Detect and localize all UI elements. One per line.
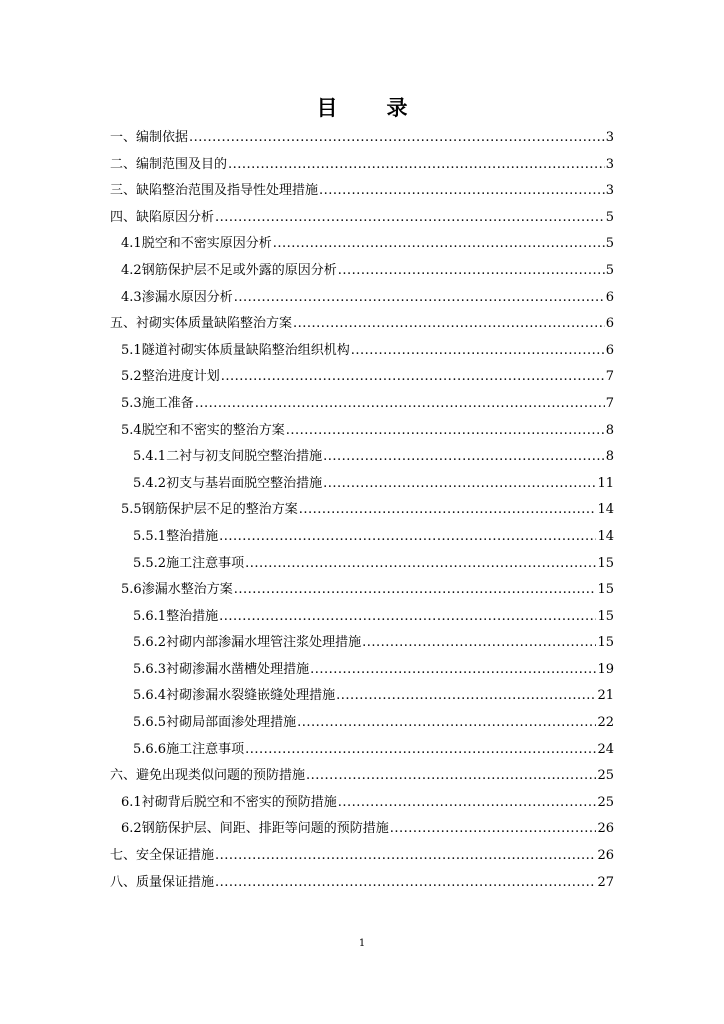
toc-entry-title: 四、缺陷原因分析 — [110, 209, 215, 225]
toc-dot-leader — [228, 152, 605, 179]
toc-entry-page: 15 — [597, 635, 614, 651]
toc-entry-page: 14 — [597, 528, 614, 544]
toc-dot-leader — [189, 125, 605, 152]
toc-entry[interactable] — [110, 790, 614, 817]
toc-dot-leader — [338, 258, 605, 285]
toc-entry-title: 三、缺陷整治范围及指导性处理措施 — [110, 183, 319, 199]
toc-entry-title: 二衬与初支间脱空整治措施 — [166, 449, 323, 465]
toc-entry[interactable] — [110, 524, 614, 551]
toc-dot-leader — [234, 577, 597, 604]
toc-entry[interactable] — [110, 205, 614, 232]
toc-entry-number: 5.6.3 — [133, 661, 167, 677]
toc-entry[interactable] — [110, 125, 614, 152]
toc-dot-leader — [362, 630, 596, 657]
toc-entry[interactable] — [110, 231, 614, 258]
toc-entry-title: 施工注意事项 — [166, 555, 245, 571]
toc-entry-page: 25 — [597, 768, 614, 784]
toc-entry[interactable] — [110, 577, 614, 604]
toc-entry[interactable] — [110, 630, 614, 657]
toc-entry[interactable] — [110, 497, 614, 524]
toc-entry-page: 3 — [605, 156, 614, 172]
toc-entry-title: 整治措施 — [166, 528, 219, 544]
toc-entry[interactable] — [110, 763, 614, 790]
toc-entry[interactable] — [110, 178, 614, 205]
toc-entry[interactable] — [110, 285, 614, 312]
toc-entry-page: 5 — [605, 209, 614, 225]
toc-entry-title: 渗漏水原因分析 — [141, 289, 233, 305]
toc-entry[interactable] — [110, 444, 614, 471]
toc-entry[interactable] — [110, 258, 614, 285]
toc-entry-page: 3 — [605, 130, 614, 145]
toc-entry-title: 脱空和不密实原因分析 — [141, 236, 272, 252]
toc-dot-leader — [245, 737, 596, 764]
toc-entry-page: 21 — [597, 688, 614, 704]
toc-entry-number: 5.5.2 — [133, 555, 167, 571]
toc-entry-number: 4.1 — [121, 236, 142, 252]
toc-entry-title: 钢筋保护层、间距、排距等问题的预防措施 — [141, 821, 389, 837]
toc-dot-leader — [286, 418, 605, 445]
toc-entry[interactable] — [110, 870, 614, 897]
toc-entry-number: 5.3 — [121, 395, 142, 411]
toc-entry-title: 初支与基岩面脱空整治措施 — [166, 475, 323, 491]
toc-dot-leader — [219, 524, 596, 551]
toc-entry-page: 25 — [597, 794, 614, 810]
toc-entry-page: 15 — [597, 555, 614, 571]
toc-dot-leader — [293, 311, 605, 338]
toc-dot-leader — [245, 551, 596, 578]
toc-dot-leader — [299, 497, 597, 524]
toc-entry-title: 八、质量保证措施 — [110, 874, 215, 890]
toc-dot-leader — [319, 178, 605, 205]
toc-entry-page: 5 — [605, 236, 614, 252]
toc-entry-page: 26 — [597, 848, 614, 864]
toc-entry[interactable] — [110, 418, 614, 445]
toc-entry-page: 19 — [597, 661, 614, 677]
toc-dot-leader — [221, 364, 605, 391]
toc-entry-title: 衬砌渗漏水凿槽处理措施 — [166, 661, 310, 677]
toc-entry-title: 钢筋保护层不足或外露的原因分析 — [141, 262, 337, 278]
toc-dot-leader — [273, 231, 605, 258]
toc-entry[interactable] — [110, 657, 614, 684]
toc-entry-number: 5.2 — [121, 369, 142, 385]
toc-entry-page: 8 — [605, 422, 614, 438]
toc-entry-page: 15 — [597, 608, 614, 624]
toc-entry[interactable] — [110, 152, 614, 179]
toc-entry-page: 7 — [605, 395, 614, 411]
toc-entry-number: 6.1 — [121, 794, 142, 810]
toc-entry[interactable] — [110, 311, 614, 338]
toc-entry-title: 整治措施 — [166, 608, 219, 624]
toc-entry-title: 七、安全保证措施 — [110, 848, 215, 864]
toc-entry[interactable] — [110, 710, 614, 737]
toc-dot-leader — [338, 790, 597, 817]
table-of-contents — [110, 125, 614, 896]
toc-entry-title: 施工注意事项 — [166, 741, 245, 757]
toc-entry-page: 5 — [605, 262, 614, 278]
toc-entry[interactable] — [110, 604, 614, 631]
toc-entry-number: 5.4.1 — [133, 449, 167, 465]
toc-entry-title: 衬砌内部渗漏水埋管注浆处理措施 — [166, 635, 362, 651]
toc-entry-number: 5.5 — [121, 502, 142, 518]
toc-entry-page: 27 — [597, 874, 614, 890]
toc-dot-leader — [215, 205, 605, 232]
toc-entry-page: 26 — [597, 821, 614, 837]
toc-dot-leader — [234, 285, 605, 312]
page-number: 1 — [358, 938, 366, 949]
page-title: 目 录 — [316, 95, 422, 120]
toc-entry-page: 7 — [605, 369, 614, 385]
toc-entry-title: 六、避免出现类似问题的预防措施 — [110, 768, 306, 784]
toc-entry-title: 钢筋保护层不足的整治方案 — [141, 502, 298, 518]
toc-entry-title: 一、编制依据 — [110, 130, 189, 145]
toc-dot-leader — [306, 763, 596, 790]
toc-dot-leader — [351, 338, 605, 365]
toc-entry-title: 整治进度计划 — [141, 369, 220, 385]
toc-entry-number: 5.6.6 — [133, 741, 167, 757]
toc-entry[interactable] — [110, 338, 614, 365]
toc-entry-number: 5.6.5 — [133, 715, 167, 731]
toc-entry-number: 5.6.4 — [133, 688, 167, 704]
toc-entry[interactable] — [110, 551, 614, 578]
toc-dot-leader — [336, 683, 596, 710]
toc-dot-leader — [195, 391, 605, 418]
toc-entry-number: 4.2 — [121, 262, 142, 278]
toc-entry-page: 6 — [605, 342, 614, 358]
toc-entry-number: 4.3 — [121, 289, 142, 305]
toc-entry-title: 五、衬砌实体质量缺陷整治方案 — [110, 316, 293, 332]
toc-entry-page: 3 — [605, 183, 614, 199]
toc-entry-number: 5.6.1 — [133, 608, 167, 624]
toc-entry[interactable] — [110, 471, 614, 498]
toc-entry-title: 渗漏水整治方案 — [141, 582, 233, 598]
toc-entry[interactable] — [110, 816, 614, 843]
toc-entry-page: 11 — [597, 475, 614, 491]
toc-entry[interactable] — [110, 843, 614, 870]
toc-entry-page: 6 — [605, 289, 614, 305]
toc-entry-number: 5.4.2 — [133, 475, 167, 491]
toc-entry-title: 施工准备 — [141, 395, 194, 411]
toc-entry-page: 24 — [597, 741, 614, 757]
toc-entry-title: 二、编制范围及目的 — [110, 156, 228, 172]
toc-entry-number: 5.1 — [121, 342, 142, 358]
toc-entry-page: 15 — [597, 582, 614, 598]
toc-entry-title: 衬砌背后脱空和不密实的预防措施 — [141, 794, 337, 810]
toc-entry[interactable] — [110, 737, 614, 764]
toc-entry[interactable] — [110, 683, 614, 710]
toc-entry-title: 衬砌渗漏水裂缝嵌缝处理措施 — [166, 688, 336, 704]
toc-dot-leader — [310, 657, 596, 684]
toc-dot-leader — [215, 870, 596, 897]
toc-entry-number: 5.4 — [121, 422, 142, 438]
toc-dot-leader — [323, 471, 596, 498]
toc-entry-number: 6.2 — [121, 821, 142, 837]
toc-entry-title: 衬砌局部面渗处理措施 — [166, 715, 297, 731]
toc-entry[interactable] — [110, 391, 614, 418]
toc-dot-leader — [215, 843, 596, 870]
toc-dot-leader — [390, 816, 597, 843]
toc-entry[interactable] — [110, 364, 614, 391]
toc-dot-leader — [297, 710, 596, 737]
toc-entry-number: 5.6.2 — [133, 635, 167, 651]
toc-entry-page: 22 — [597, 715, 614, 731]
toc-entry-title: 脱空和不密实的整治方案 — [141, 422, 285, 438]
toc-entry-page: 6 — [605, 316, 614, 332]
toc-entry-number: 5.5.1 — [133, 528, 167, 544]
toc-dot-leader — [323, 444, 605, 471]
toc-entry-page: 8 — [605, 449, 614, 465]
toc-entry-title: 隧道衬砌实体质量缺陷整治组织机构 — [141, 342, 350, 358]
toc-dot-leader — [219, 604, 596, 631]
toc-entry-page: 14 — [597, 502, 614, 518]
toc-entry-number: 5.6 — [121, 582, 142, 598]
